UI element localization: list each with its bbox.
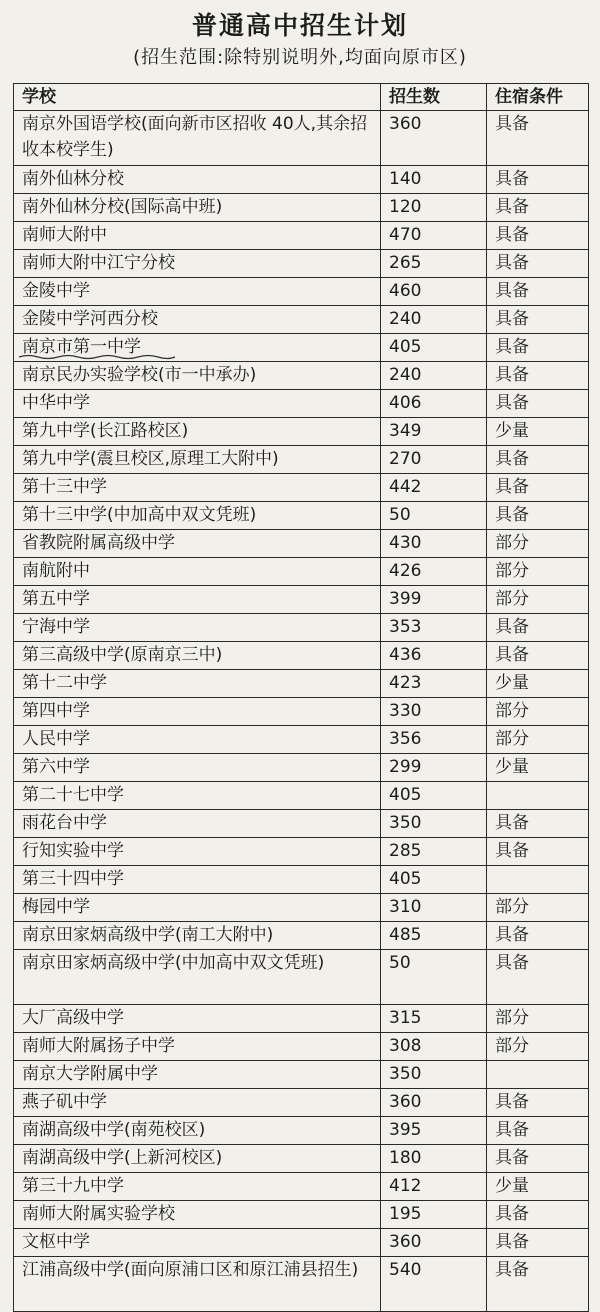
enrollment-count-cell: 270 (381, 446, 487, 474)
table-row (14, 1033, 589, 1061)
lodging-cell: 部分 (487, 586, 589, 614)
table-row (14, 1229, 589, 1257)
school-name-cell: 人民中学 (14, 726, 381, 754)
enrollment-count-cell: 195 (381, 1201, 487, 1229)
table-row (14, 194, 589, 222)
school-name-cell: 南湖高级中学(南苑校区) (14, 1117, 381, 1145)
table-row (14, 1089, 589, 1117)
lodging-cell (487, 866, 589, 894)
lodging-cell: 具备 (487, 1201, 589, 1229)
enrollment-count-cell: 470 (381, 222, 487, 250)
enrollment-count-cell: 405 (381, 334, 487, 362)
school-name-cell: 南师大附中 (14, 222, 381, 250)
table-row (14, 1005, 589, 1033)
table-row (14, 278, 589, 306)
lodging-cell: 具备 (487, 222, 589, 250)
table-row (14, 362, 589, 390)
lodging-cell: 具备 (487, 950, 589, 1005)
lodging-cell: 少量 (487, 418, 589, 446)
enrollment-count-cell: 405 (381, 782, 487, 810)
lodging-cell: 具备 (487, 1229, 589, 1257)
enrollment-count-cell: 50 (381, 502, 487, 530)
table-row (14, 1173, 589, 1201)
table-row (14, 1117, 589, 1145)
table-row (14, 586, 589, 614)
school-name-cell: 第六中学 (14, 754, 381, 782)
table-row (14, 1257, 589, 1312)
enrollment-count-cell: 349 (381, 418, 487, 446)
lodging-cell: 具备 (487, 474, 589, 502)
enrollment-count-cell: 460 (381, 278, 487, 306)
enrollment-count-cell: 350 (381, 810, 487, 838)
school-name-cell: 燕子矶中学 (14, 1089, 381, 1117)
school-name-cell: 雨花台中学 (14, 810, 381, 838)
lodging-cell: 具备 (487, 278, 589, 306)
school-name-cell: 梅园中学 (14, 894, 381, 922)
handwritten-underline (18, 354, 176, 360)
enrollment-count-cell: 240 (381, 362, 487, 390)
enrollment-count-cell: 540 (381, 1257, 487, 1312)
table-header-row (14, 84, 589, 111)
enrollment-count-cell: 140 (381, 166, 487, 194)
school-name-cell: 第五中学 (14, 586, 381, 614)
enrollment-count-cell: 399 (381, 586, 487, 614)
table-row (14, 558, 589, 586)
lodging-cell: 具备 (487, 922, 589, 950)
enrollment-count-cell: 315 (381, 1005, 487, 1033)
page-title: 普通高中招生计划 (191, 11, 408, 40)
enrollment-count-cell: 299 (381, 754, 487, 782)
school-name-cell: 第十三中学(中加高中双文凭班) (14, 502, 381, 530)
lodging-cell: 具备 (487, 838, 589, 866)
school-name-cell: 第三高级中学(原南京三中) (14, 642, 381, 670)
enrollment-count-cell: 120 (381, 194, 487, 222)
school-name-cell: 南师大附中江宁分校 (14, 250, 381, 278)
table-row (14, 950, 589, 1005)
lodging-cell: 具备 (487, 111, 589, 166)
school-name-cell: 南师大附属实验学校 (14, 1201, 381, 1229)
school-name-cell: 第二十七中学 (14, 782, 381, 810)
enrollment-count-cell: 360 (381, 111, 487, 166)
table-row (14, 670, 589, 698)
lodging-cell: 具备 (487, 810, 589, 838)
table-row (14, 810, 589, 838)
enrollment-count-cell: 180 (381, 1145, 487, 1173)
school-name-cell: 大厂高级中学 (14, 1005, 381, 1033)
school-name-cell: 第十三中学 (14, 474, 381, 502)
school-name-cell: 金陵中学河西分校 (14, 306, 381, 334)
lodging-cell: 部分 (487, 894, 589, 922)
lodging-cell: 具备 (487, 446, 589, 474)
table-row (14, 866, 589, 894)
table-row (14, 922, 589, 950)
lodging-cell: 具备 (487, 1117, 589, 1145)
table-row (14, 502, 589, 530)
table-row (14, 1061, 589, 1089)
lodging-cell: 部分 (487, 726, 589, 754)
school-name-cell: 第九中学(长江路校区) (14, 418, 381, 446)
lodging-cell: 具备 (487, 306, 589, 334)
header-enrollment: 招生数 (381, 84, 487, 111)
table-row (14, 446, 589, 474)
lodging-cell: 具备 (487, 614, 589, 642)
table-row (14, 306, 589, 334)
school-name-cell: 第三十九中学 (14, 1173, 381, 1201)
school-name-cell: 南京市第一中学 (14, 334, 381, 362)
lodging-cell: 具备 (487, 194, 589, 222)
school-name-cell: 宁海中学 (14, 614, 381, 642)
enrollment-count-cell: 310 (381, 894, 487, 922)
enrollment-count-cell: 430 (381, 530, 487, 558)
enrollment-count-cell: 285 (381, 838, 487, 866)
school-name-cell: 中华中学 (14, 390, 381, 418)
page-subtitle: (招生范围:除特别说明外,均面向原市区) (133, 47, 467, 68)
table-row (14, 726, 589, 754)
school-name-cell: 南外仙林分校 (14, 166, 381, 194)
enrollment-count-cell: 308 (381, 1033, 487, 1061)
table-row (14, 1145, 589, 1173)
table-row (14, 390, 589, 418)
lodging-cell: 具备 (487, 362, 589, 390)
enrollment-count-cell: 350 (381, 1061, 487, 1089)
lodging-cell: 具备 (487, 390, 589, 418)
enrollment-count-cell: 356 (381, 726, 487, 754)
lodging-cell: 具备 (487, 250, 589, 278)
enrollment-count-cell: 423 (381, 670, 487, 698)
school-name-cell: 行知实验中学 (14, 838, 381, 866)
enrollment-count-cell: 485 (381, 922, 487, 950)
school-name-cell: 第十二中学 (14, 670, 381, 698)
lodging-cell (487, 782, 589, 810)
table-row (14, 418, 589, 446)
lodging-cell: 部分 (487, 1033, 589, 1061)
school-name-cell: 南京田家炳高级中学(南工大附中) (14, 922, 381, 950)
table-row (14, 474, 589, 502)
enrollment-count-cell: 436 (381, 642, 487, 670)
lodging-cell: 具备 (487, 166, 589, 194)
lodging-cell: 部分 (487, 698, 589, 726)
enrollment-count-cell: 50 (381, 950, 487, 1005)
school-name-cell: 省教院附属高级中学 (14, 530, 381, 558)
table-row (14, 782, 589, 810)
school-name-cell: 文枢中学 (14, 1229, 381, 1257)
enrollment-count-cell: 360 (381, 1089, 487, 1117)
enrollment-count-cell: 360 (381, 1229, 487, 1257)
school-name-cell: 金陵中学 (14, 278, 381, 306)
lodging-cell: 具备 (487, 1089, 589, 1117)
lodging-cell: 具备 (487, 1145, 589, 1173)
school-name-cell: 南航附中 (14, 558, 381, 586)
enrollment-count-cell: 442 (381, 474, 487, 502)
table-row (14, 166, 589, 194)
school-name-cell: 南京田家炳高级中学(中加高中双文凭班) (14, 950, 381, 1005)
enrollment-count-cell: 406 (381, 390, 487, 418)
lodging-cell: 具备 (487, 334, 589, 362)
lodging-cell: 具备 (487, 1257, 589, 1312)
school-name-cell: 南京民办实验学校(市一中承办) (14, 362, 381, 390)
school-name-cell: 南湖高级中学(上新河校区) (14, 1145, 381, 1173)
table-row (14, 250, 589, 278)
table-row (14, 838, 589, 866)
school-name-cell: 江浦高级中学(面向原浦口区和原江浦县招生) (14, 1257, 381, 1312)
school-name-cell: 南京大学附属中学 (14, 1061, 381, 1089)
school-name-cell: 南外仙林分校(国际高中班) (14, 194, 381, 222)
enrollment-count-cell: 412 (381, 1173, 487, 1201)
table-row (14, 894, 589, 922)
enrollment-count-cell: 240 (381, 306, 487, 334)
table-row (14, 642, 589, 670)
lodging-cell (487, 1061, 589, 1089)
lodging-cell: 少量 (487, 754, 589, 782)
enrollment-table (13, 83, 589, 1312)
lodging-cell: 部分 (487, 530, 589, 558)
header-school: 学校 (14, 84, 381, 111)
school-name-cell: 南京外国语学校(面向新市区招收 40人,其余招收本校学生) (14, 111, 381, 166)
lodging-cell: 部分 (487, 558, 589, 586)
lodging-cell: 部分 (487, 1005, 589, 1033)
header-lodging: 住宿条件 (487, 84, 589, 111)
school-name-cell: 第四中学 (14, 698, 381, 726)
table-row (14, 698, 589, 726)
table-row (14, 754, 589, 782)
enrollment-count-cell: 353 (381, 614, 487, 642)
enrollment-count-cell: 330 (381, 698, 487, 726)
enrollment-count-cell: 265 (381, 250, 487, 278)
school-name-cell: 南师大附属扬子中学 (14, 1033, 381, 1061)
school-name-cell: 第九中学(震旦校区,原理工大附中) (14, 446, 381, 474)
table-row (14, 530, 589, 558)
enrollment-count-cell: 405 (381, 866, 487, 894)
school-name-cell: 第三十四中学 (14, 866, 381, 894)
enrollment-count-cell: 426 (381, 558, 487, 586)
lodging-cell: 少量 (487, 670, 589, 698)
table-row (14, 614, 589, 642)
lodging-cell: 具备 (487, 642, 589, 670)
lodging-cell: 具备 (487, 502, 589, 530)
table-row (14, 111, 589, 166)
table-row (14, 1201, 589, 1229)
lodging-cell: 少量 (487, 1173, 589, 1201)
table-row (14, 222, 589, 250)
enrollment-count-cell: 395 (381, 1117, 487, 1145)
